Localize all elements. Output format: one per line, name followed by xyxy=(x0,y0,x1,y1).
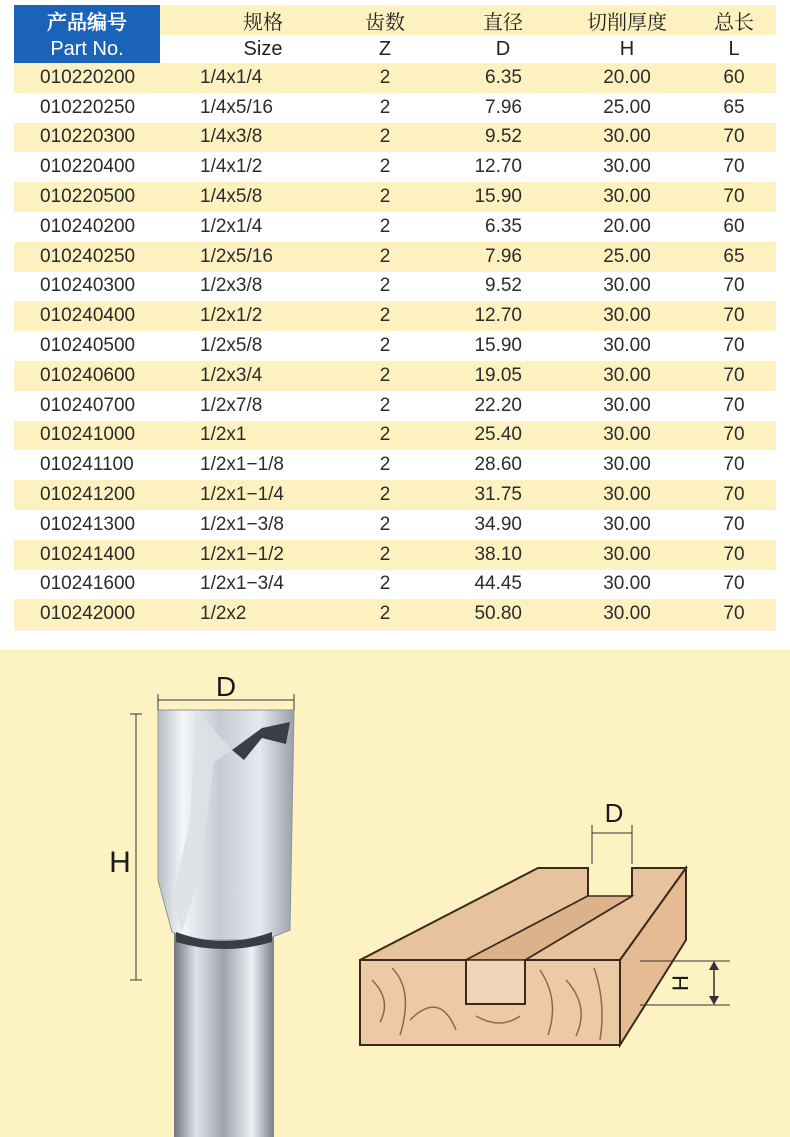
bit-label-d: D xyxy=(215,671,237,702)
cell-size: 1/2x1/4 xyxy=(200,215,263,237)
cell-z: 2 xyxy=(379,66,391,88)
cell-part-no: 010240250 xyxy=(40,245,136,267)
cell-z: 2 xyxy=(379,126,391,148)
cell-diameter: 7.96 xyxy=(485,96,522,118)
cell-cutting-height: 30.00 xyxy=(603,484,651,506)
header-z-cn: 齿数 xyxy=(365,11,405,34)
cell-cutting-height: 30.00 xyxy=(603,275,651,297)
wood-dimension-d xyxy=(592,798,632,864)
cell-size: 1/2x1−1/8 xyxy=(200,454,284,476)
cell-diameter: 9.52 xyxy=(485,275,522,297)
cell-cutting-height: 30.00 xyxy=(603,543,651,565)
cell-cutting-height: 25.00 xyxy=(603,245,651,267)
cell-size: 1/2x3/8 xyxy=(200,275,263,297)
header-row-chinese xyxy=(14,5,776,35)
cell-part-no: 010240300 xyxy=(40,275,136,297)
cell-part-no: 010241000 xyxy=(40,424,136,446)
cell-part-no: 010240600 xyxy=(40,364,136,386)
cell-diameter: 7.96 xyxy=(485,245,522,267)
cell-length: 70 xyxy=(723,394,745,416)
cell-z: 2 xyxy=(379,215,391,237)
cell-size: 1/2x2 xyxy=(200,603,247,625)
cell-size: 1/2x1−1/2 xyxy=(200,543,284,565)
table-row xyxy=(14,480,776,510)
table-row xyxy=(14,510,776,540)
cell-z: 2 xyxy=(379,335,391,357)
cell-length: 70 xyxy=(723,305,745,327)
table-row xyxy=(14,599,776,629)
table-row xyxy=(14,361,776,391)
cell-diameter: 34.90 xyxy=(474,513,522,535)
cell-length: 60 xyxy=(723,66,745,88)
diagram-svg xyxy=(0,650,790,1137)
cell-part-no: 010220250 xyxy=(40,96,136,118)
cell-z: 2 xyxy=(379,394,391,416)
cell-part-no: 010241300 xyxy=(40,513,136,535)
cell-length: 60 xyxy=(723,215,745,237)
cell-length: 70 xyxy=(723,573,745,595)
table-row xyxy=(14,450,776,480)
cell-z: 2 xyxy=(379,424,391,446)
cell-part-no: 010220200 xyxy=(40,66,136,88)
table-row xyxy=(14,152,776,182)
table-row xyxy=(14,93,776,123)
cell-length: 65 xyxy=(723,245,745,267)
cell-z: 2 xyxy=(379,603,391,625)
cell-size: 1/2x5/16 xyxy=(200,245,273,267)
cell-size: 1/4x1/2 xyxy=(200,156,263,178)
cell-length: 65 xyxy=(723,96,745,118)
cell-length: 70 xyxy=(723,484,745,506)
cell-cutting-height: 30.00 xyxy=(603,305,651,327)
header-part-no-en: Part No. xyxy=(14,35,160,63)
table-row xyxy=(14,63,776,93)
table-row xyxy=(14,331,776,361)
cell-size: 1/2x1 xyxy=(200,424,247,446)
cell-diameter: 12.70 xyxy=(474,156,522,178)
router-bit xyxy=(158,710,294,1137)
cell-cutting-height: 30.00 xyxy=(603,603,651,625)
cell-z: 2 xyxy=(379,513,391,535)
cell-length: 70 xyxy=(723,454,745,476)
cell-z: 2 xyxy=(379,543,391,565)
cell-z: 2 xyxy=(379,364,391,386)
header-d-en: D xyxy=(495,37,511,60)
cell-length: 70 xyxy=(723,603,745,625)
table-row xyxy=(14,570,776,600)
table-row xyxy=(14,182,776,212)
cell-part-no: 010241600 xyxy=(40,573,136,595)
cell-size: 1/4x5/8 xyxy=(200,186,263,208)
cell-z: 2 xyxy=(379,305,391,327)
cell-size: 1/2x7/8 xyxy=(200,394,263,416)
cell-length: 70 xyxy=(723,275,745,297)
cell-diameter: 12.70 xyxy=(474,305,522,327)
bit-label-h: H xyxy=(109,846,131,879)
cell-diameter: 19.05 xyxy=(474,364,522,386)
table-body xyxy=(14,63,776,629)
cell-part-no: 010240700 xyxy=(40,394,136,416)
table-row xyxy=(14,242,776,272)
cell-z: 2 xyxy=(379,245,391,267)
cell-part-no: 010240200 xyxy=(40,215,136,237)
cell-part-no: 010242000 xyxy=(40,603,136,625)
cell-part-no: 010220400 xyxy=(40,156,136,178)
header-l-cn: 总长 xyxy=(714,11,754,34)
bit-shank xyxy=(174,925,274,1137)
cell-cutting-height: 30.00 xyxy=(603,364,651,386)
cell-cutting-height: 25.00 xyxy=(603,96,651,118)
cell-length: 70 xyxy=(723,513,745,535)
cell-cutting-height: 30.00 xyxy=(603,126,651,148)
cell-length: 70 xyxy=(723,186,745,208)
cell-size: 1/2x5/8 xyxy=(200,335,263,357)
header-l-en: L xyxy=(728,37,740,60)
header-size-cn: 规格 xyxy=(243,11,283,34)
wood-label-d: D xyxy=(604,798,624,828)
cell-diameter: 15.90 xyxy=(474,335,522,357)
cell-size: 1/2x1/2 xyxy=(200,305,263,327)
cell-diameter: 38.10 xyxy=(474,543,522,565)
header-d-cn: 直径 xyxy=(483,11,523,34)
cell-z: 2 xyxy=(379,275,391,297)
cell-diameter: 9.52 xyxy=(485,126,522,148)
header-part-no-cn: 产品编号 xyxy=(14,5,160,35)
cell-part-no: 010220500 xyxy=(40,186,136,208)
cell-diameter: 22.20 xyxy=(474,394,522,416)
cell-cutting-height: 30.00 xyxy=(603,186,651,208)
cell-size: 1/2x1−3/8 xyxy=(200,513,284,535)
cell-size: 1/2x1−1/4 xyxy=(200,484,284,506)
cell-z: 2 xyxy=(379,573,391,595)
cell-part-no: 010220300 xyxy=(40,126,136,148)
cell-length: 70 xyxy=(723,364,745,386)
cell-cutting-height: 30.00 xyxy=(603,335,651,357)
cell-diameter: 31.75 xyxy=(474,484,522,506)
cell-length: 70 xyxy=(723,424,745,446)
table-row xyxy=(14,123,776,153)
bit-dimension-h xyxy=(109,714,142,980)
table-row xyxy=(14,272,776,302)
cell-diameter: 25.40 xyxy=(474,424,522,446)
cell-cutting-height: 30.00 xyxy=(603,513,651,535)
cell-diameter: 44.45 xyxy=(474,573,522,595)
bit-dimension-d xyxy=(158,671,294,710)
diagram-panel xyxy=(0,650,790,1137)
cell-z: 2 xyxy=(379,484,391,506)
cell-cutting-height: 30.00 xyxy=(603,573,651,595)
cell-length: 70 xyxy=(723,156,745,178)
cell-part-no: 010241400 xyxy=(40,543,136,565)
header-row-english xyxy=(14,35,776,63)
cell-cutting-height: 30.00 xyxy=(603,156,651,178)
cell-size: 1/4x5/16 xyxy=(200,96,273,118)
wood-block xyxy=(360,868,686,1045)
cell-cutting-height: 20.00 xyxy=(603,66,651,88)
table-row xyxy=(14,391,776,421)
header-h-en: H xyxy=(619,37,635,60)
spec-table xyxy=(14,5,776,629)
cell-cutting-height: 20.00 xyxy=(603,215,651,237)
table-row xyxy=(14,540,776,570)
cell-z: 2 xyxy=(379,96,391,118)
cell-diameter: 15.90 xyxy=(474,186,522,208)
cell-length: 70 xyxy=(723,543,745,565)
cell-size: 1/2x1−3/4 xyxy=(200,573,284,595)
groove-front xyxy=(466,960,525,1004)
cell-size: 1/4x3/8 xyxy=(200,126,263,148)
cell-z: 2 xyxy=(379,186,391,208)
cell-length: 70 xyxy=(723,335,745,357)
header-size-en: Size xyxy=(243,37,283,60)
cell-part-no: 010240400 xyxy=(40,305,136,327)
header-z-en: Z xyxy=(378,37,392,60)
table-row xyxy=(14,421,776,451)
table-row xyxy=(14,301,776,331)
cell-diameter: 50.80 xyxy=(474,603,522,625)
cell-length: 70 xyxy=(723,126,745,148)
cell-cutting-height: 30.00 xyxy=(603,454,651,476)
header-h-cn: 切削厚度 xyxy=(587,11,667,34)
cell-z: 2 xyxy=(379,156,391,178)
cell-part-no: 010240500 xyxy=(40,335,136,357)
cell-part-no: 010241200 xyxy=(40,484,136,506)
table-bottom-edge xyxy=(14,627,776,631)
cell-diameter: 6.35 xyxy=(485,215,522,237)
cell-z: 2 xyxy=(379,454,391,476)
cell-size: 1/2x3/4 xyxy=(200,364,263,386)
table-row xyxy=(14,212,776,242)
cell-diameter: 6.35 xyxy=(485,66,522,88)
cell-part-no: 010241100 xyxy=(40,454,134,476)
cell-cutting-height: 30.00 xyxy=(603,394,651,416)
cell-cutting-height: 30.00 xyxy=(603,424,651,446)
cell-size: 1/4x1/4 xyxy=(200,66,263,88)
cell-diameter: 28.60 xyxy=(474,454,522,476)
wood-label-h: H xyxy=(668,975,693,991)
